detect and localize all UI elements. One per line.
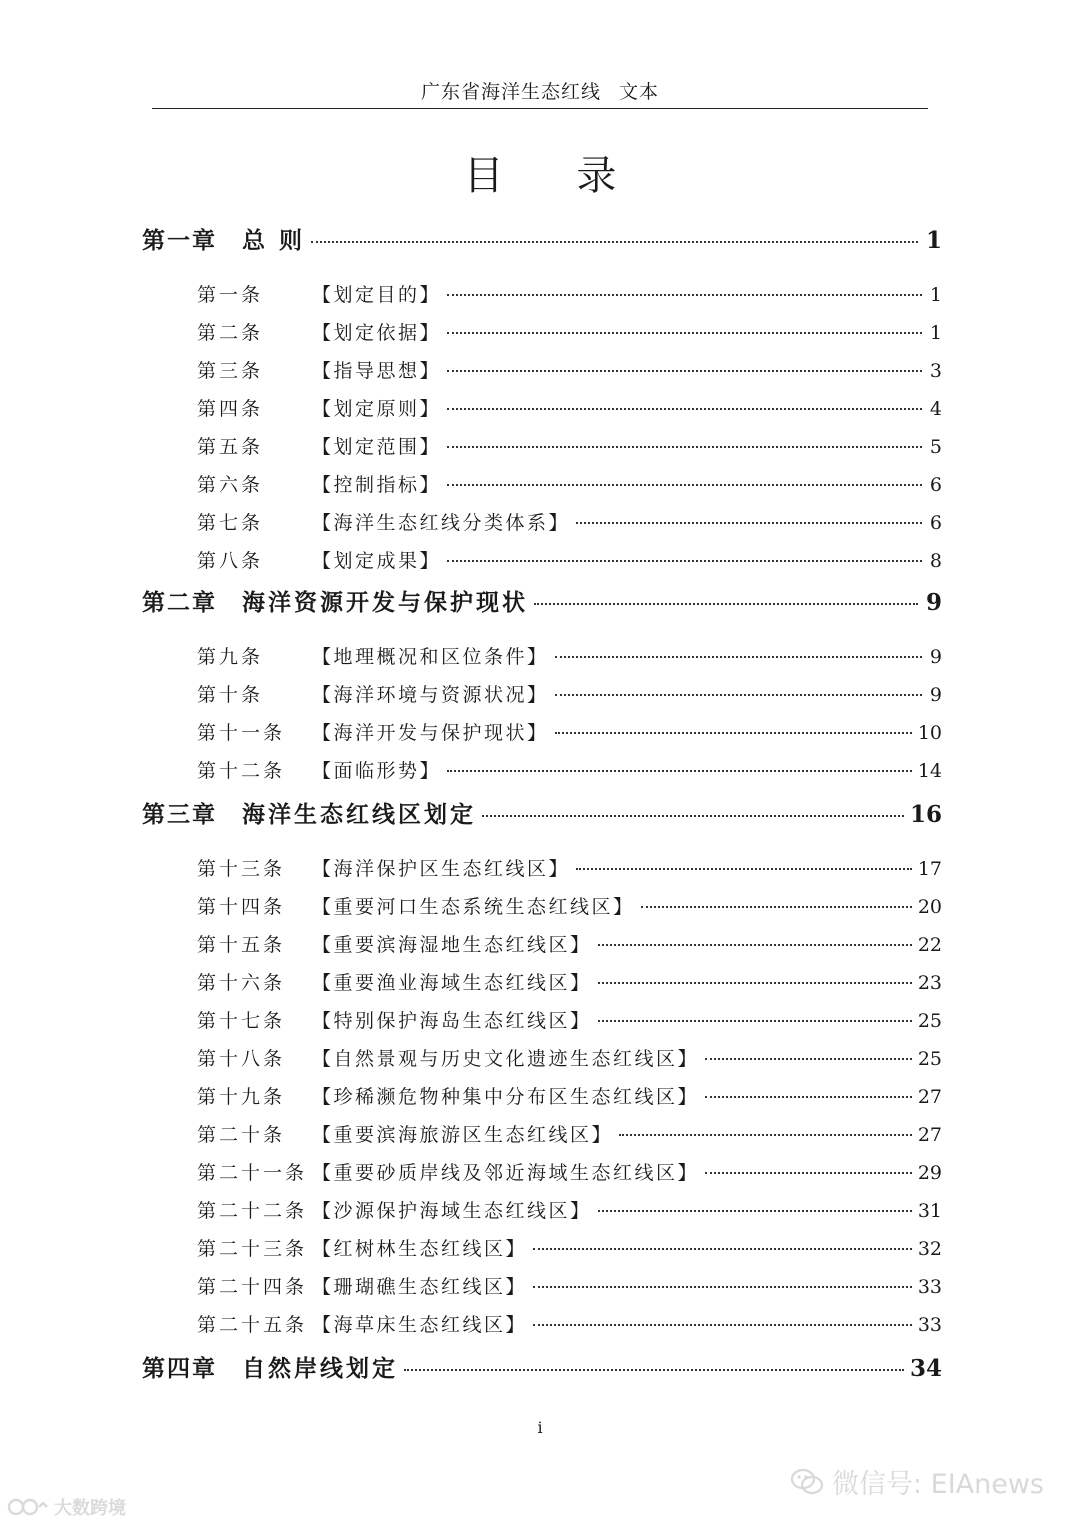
toc-entry-number: 第十九条: [197, 1086, 286, 1108]
dot-leader: [576, 521, 922, 524]
toc-entry-number: 第十三条: [197, 858, 286, 880]
toc-article-row[interactable]: [0, 854, 1080, 881]
toc-entry-page: 25: [917, 1010, 942, 1032]
toc-entry-title: 【红树林生态红线区】: [312, 1238, 528, 1260]
dot-leader: [705, 1057, 912, 1060]
wechat-watermark: [790, 1462, 1044, 1501]
dot-leader: [447, 331, 922, 334]
toc-article-row[interactable]: [0, 930, 1080, 957]
toc-entry-page: 14: [917, 760, 942, 782]
header-doc-name: 广东省海洋生态红线: [420, 81, 601, 103]
toc-entry-title: 自然岸线划定: [242, 1355, 398, 1382]
dot-leader: [576, 867, 912, 870]
dot-leader: [447, 369, 922, 372]
toc-entry-page: 9: [925, 589, 942, 616]
toc-entry-page: 9: [929, 684, 942, 706]
toc-entry-number: 第十条: [197, 684, 264, 706]
dot-leader: [598, 1019, 912, 1022]
toc-entry-number: 第一章: [142, 227, 217, 254]
toc-entry-title: 【划定依据】: [312, 322, 442, 344]
toc-entry-number: 第二十五条: [197, 1314, 308, 1336]
toc-entry-title: 总 则: [242, 227, 306, 254]
toc-article-row[interactable]: [0, 1044, 1080, 1071]
dot-leader: [482, 814, 904, 817]
header-doc-type: 文本: [619, 81, 660, 103]
toc-article-row[interactable]: [0, 892, 1080, 919]
toc-entry-title: 【重要砂质岸线及邻近海域生态红线区】: [312, 1162, 700, 1184]
toc-entry-number: 第五条: [197, 436, 264, 458]
toc-entry-page: 33: [917, 1314, 942, 1336]
dot-leader: [311, 240, 918, 243]
toc-entry-number: 第十五条: [197, 934, 286, 956]
dot-leader: [533, 1323, 912, 1326]
toc-entry-title: 【珍稀濒危物种集中分布区生态红线区】: [312, 1086, 700, 1108]
toc-entry-page: 16: [909, 801, 942, 828]
toc-entry-page: 1: [925, 227, 942, 254]
toc-entry-page: 6: [929, 474, 942, 496]
toc-article-row[interactable]: [0, 756, 1080, 783]
toc-entry-number: 第二十四条: [197, 1276, 308, 1298]
brand-watermark-text: 大数跨境: [54, 1498, 126, 1519]
dot-leader: [533, 1285, 912, 1288]
toc-entry-page: 23: [917, 972, 942, 994]
dot-leader: [447, 769, 912, 772]
dot-leader: [533, 1247, 912, 1250]
toc-entry-page: 33: [917, 1276, 942, 1298]
toc-entry-number: 第二十三条: [197, 1238, 308, 1260]
toc-entry-number: 第十七条: [197, 1010, 286, 1032]
toc-entry-page: 8: [929, 550, 942, 572]
dot-leader: [705, 1095, 912, 1098]
toc-entry-number: 第二十一条: [197, 1162, 308, 1184]
toc-entry-page: 32: [917, 1238, 942, 1260]
toc-article-row[interactable]: [0, 1120, 1080, 1147]
toc-chapter-row[interactable]: [0, 1350, 1080, 1383]
toc-entry-title: 海洋资源开发与保护现状: [242, 589, 528, 616]
toc-entry-title: 【海洋开发与保护现状】: [312, 722, 549, 744]
toc-article-row[interactable]: [0, 1310, 1080, 1337]
toc-entry-page: 20: [917, 896, 942, 918]
toc-entry-title: 【划定范围】: [312, 436, 442, 458]
toc-entry-title: 海洋生态红线区划定: [242, 801, 476, 828]
toc-entry-page: 25: [917, 1048, 942, 1070]
toc-chapter-row[interactable]: [0, 222, 1080, 255]
toc-entry-title: 【指导思想】: [312, 360, 442, 382]
page-header: [152, 80, 928, 109]
dot-leader: [447, 483, 922, 486]
toc-entry-page: 22: [917, 934, 942, 956]
toc-entry-number: 第十一条: [197, 722, 286, 744]
toc-article-row[interactable]: [0, 280, 1080, 307]
toc-entry-title: 【海洋保护区生态红线区】: [312, 858, 571, 880]
brand-logo-icon: [6, 1497, 50, 1517]
toc-article-row[interactable]: [0, 432, 1080, 459]
toc-entry-page: 27: [917, 1086, 942, 1108]
toc-entry-title: 【特别保护海岛生态红线区】: [312, 1010, 592, 1032]
dot-leader: [555, 655, 922, 658]
toc-entry-number: 第二条: [197, 322, 264, 344]
toc-article-row[interactable]: [0, 356, 1080, 383]
dot-leader: [447, 445, 922, 448]
toc-entry-number: 第十二条: [197, 760, 286, 782]
toc-entry-title: 【面临形势】: [312, 760, 442, 782]
toc-entry-title: 【重要河口生态系统生态红线区】: [312, 896, 635, 918]
toc-entry-page: 3: [929, 360, 942, 382]
toc-entry-number: 第十四条: [197, 896, 286, 918]
toc-article-row[interactable]: [0, 718, 1080, 745]
toc-article-row[interactable]: [0, 680, 1080, 707]
toc-article-row[interactable]: [0, 642, 1080, 669]
toc-entry-number: 第一条: [197, 284, 264, 306]
toc-entry-page: 4: [929, 398, 942, 420]
toc-article-row[interactable]: [0, 470, 1080, 497]
toc-entry-title: 【划定成果】: [312, 550, 442, 572]
toc-entry-title: 【海草床生态红线区】: [312, 1314, 528, 1336]
toc-entry-title: 【地理概况和区位条件】: [312, 646, 549, 668]
toc-article-row[interactable]: [0, 1196, 1080, 1223]
toc-entry-number: 第十八条: [197, 1048, 286, 1070]
toc-entry-page: 17: [917, 858, 942, 880]
toc-title: 目 录: [463, 153, 647, 199]
toc-article-row[interactable]: [0, 1006, 1080, 1033]
toc-entry-number: 第四章: [142, 1355, 217, 1382]
toc-article-row[interactable]: [0, 1158, 1080, 1185]
toc-entry-title: 【沙源保护海域生态红线区】: [312, 1200, 592, 1222]
toc-entry-page: 27: [917, 1124, 942, 1146]
dot-leader: [619, 1133, 912, 1136]
toc-entry-number: 第七条: [197, 512, 264, 534]
toc-entry-page: 10: [917, 722, 942, 744]
toc-entry-title: 【珊瑚礁生态红线区】: [312, 1276, 528, 1298]
toc-article-row[interactable]: [0, 1234, 1080, 1261]
toc-article-row[interactable]: [0, 1272, 1080, 1299]
toc-entry-page: 9: [929, 646, 942, 668]
toc-entry-page: 5: [929, 436, 942, 458]
dot-leader: [534, 602, 918, 605]
toc-chapter-row[interactable]: [0, 584, 1080, 617]
wechat-watermark-text: 微信号: EIAnews: [831, 1469, 1044, 1500]
toc-article-row[interactable]: [0, 546, 1080, 573]
toc-entry-number: 第六条: [197, 474, 264, 496]
toc-entry-title: 【海洋生态红线分类体系】: [312, 512, 571, 534]
dot-leader: [641, 905, 912, 908]
toc-article-row[interactable]: [0, 394, 1080, 421]
toc-entry-title: 【划定目的】: [312, 284, 442, 306]
toc-entry-number: 第二十二条: [197, 1200, 308, 1222]
toc-entry-title: 【控制指标】: [312, 474, 442, 496]
toc-entry-page: 34: [909, 1355, 942, 1382]
toc-entry-page: 1: [929, 284, 942, 306]
dot-leader: [598, 1209, 912, 1212]
toc-article-row[interactable]: [0, 968, 1080, 995]
dot-leader: [555, 731, 912, 734]
toc-entry-number: 第二十条: [197, 1124, 286, 1146]
toc-entry-title: 【划定原则】: [312, 398, 442, 420]
toc-entry-page: 31: [917, 1200, 942, 1222]
toc-entry-number: 第八条: [197, 550, 264, 572]
wechat-icon: [790, 1467, 824, 1497]
dot-leader: [705, 1171, 912, 1174]
toc-entry-page: 6: [929, 512, 942, 534]
brand-watermark: [6, 1494, 126, 1520]
toc-entry-number: 第三条: [197, 360, 264, 382]
page-number: i: [537, 1418, 543, 1437]
dot-leader: [447, 559, 922, 562]
toc-entry-title: 【重要滨海湿地生态红线区】: [312, 934, 592, 956]
toc-chapter-row[interactable]: [0, 796, 1080, 829]
toc-entry-number: 第十六条: [197, 972, 286, 994]
toc-entry-page: 29: [917, 1162, 942, 1184]
dot-leader: [598, 981, 912, 984]
dot-leader: [555, 693, 922, 696]
dot-leader: [598, 943, 912, 946]
dot-leader: [404, 1368, 904, 1371]
toc-entry-title: 【重要滨海旅游区生态红线区】: [312, 1124, 614, 1146]
toc-entry-number: 第二章: [142, 589, 217, 616]
toc-entry-number: 第三章: [142, 801, 217, 828]
toc-article-row[interactable]: [0, 1082, 1080, 1109]
toc-entry-title: 【海洋环境与资源状况】: [312, 684, 549, 706]
toc-entry-title: 【自然景观与历史文化遗迹生态红线区】: [312, 1048, 700, 1070]
toc-entry-page: 1: [929, 322, 942, 344]
toc-article-row[interactable]: [0, 508, 1080, 535]
dot-leader: [447, 293, 922, 296]
toc-entry-number: 第四条: [197, 398, 264, 420]
toc-article-row[interactable]: [0, 318, 1080, 345]
toc-entry-title: 【重要渔业海域生态红线区】: [312, 972, 592, 994]
dot-leader: [447, 407, 922, 410]
toc-entry-number: 第九条: [197, 646, 264, 668]
